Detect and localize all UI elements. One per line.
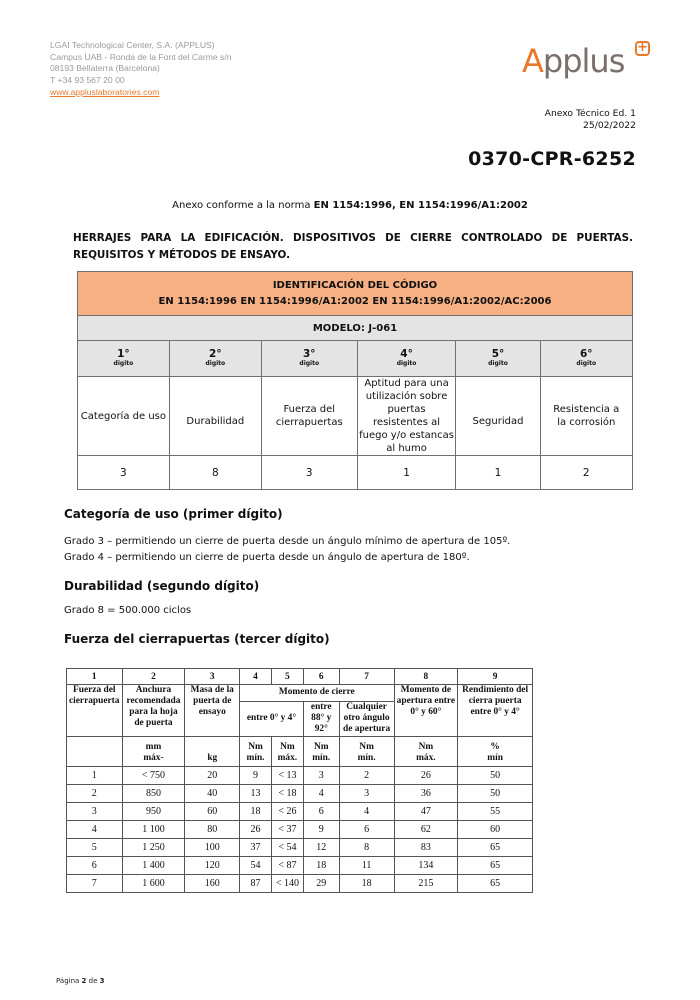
value-cell: 3 <box>78 456 170 490</box>
unit-cell: Nm mín. <box>303 737 339 767</box>
code-table-header <box>78 272 633 316</box>
digit-header: 2° digito <box>169 341 261 377</box>
section-heading-category: Categoría de uso (primer dígito) <box>64 507 283 521</box>
table-row: 4 1 100 80 26 < 37 9 6 62 60 <box>67 821 533 839</box>
category-cell: Aptitud para una utilización sobre puertas resistentes al fuego y/o estancas al humo <box>359 378 454 454</box>
website-link[interactable]: www.appluslaboratories.com <box>50 86 160 97</box>
company-address <box>50 40 232 99</box>
unit-cell: Nm máx. <box>394 737 458 767</box>
annex-date: 25/02/2022 <box>583 119 636 131</box>
section-heading-durability: Durabilidad (segundo dígito) <box>64 579 260 593</box>
column-number: 3 <box>185 669 240 685</box>
header-0-4-deg: entre 0° y 4° <box>240 701 304 736</box>
norm-prefix: Anexo conforme a la norma <box>172 200 314 211</box>
header-88-92-deg: entre 88° y 92° <box>303 701 339 736</box>
total-pages: 3 <box>99 977 105 985</box>
page-separator: de <box>86 977 100 985</box>
norm-line <box>0 200 700 211</box>
model-label: MODELO: J-061 <box>78 316 633 341</box>
unit-cell: Nm máx. <box>271 737 303 767</box>
header-mass: Masa de la puerta de ensayo <box>185 685 240 737</box>
header-closing-moment: Momento de cierre <box>240 685 394 702</box>
table-row: 5 1 250 100 37 < 54 12 8 83 65 <box>67 839 533 857</box>
category-cell: Resistencia a la corrosión <box>540 377 632 456</box>
closer-force-table <box>66 668 533 893</box>
norm-references: EN 1154:1996, EN 1154:1996/A1:2002 <box>313 200 528 211</box>
column-number: 1 <box>67 669 123 685</box>
annex-edition: Anexo Técnico Ed. 1 <box>544 108 636 119</box>
plus-badge-icon: + <box>635 41 650 56</box>
header-efficiency: Rendimiento del cierra puerta entre 0° y 4° <box>458 685 533 737</box>
page-indicator <box>56 977 105 985</box>
column-number: 4 <box>240 669 272 685</box>
header-opening-moment: Momento de apertura entre 0° y 60° <box>394 685 458 737</box>
logo-text: pplus <box>542 42 625 80</box>
table-row: 2 850 40 13 < 18 4 3 36 50 <box>67 785 533 803</box>
address-line: Campus UAB - Ronda de la Font del Carme s/n <box>50 51 232 62</box>
annex-info <box>545 108 636 131</box>
column-number: 8 <box>394 669 458 685</box>
phone-line: T +34 93 567 20 00 <box>50 75 125 86</box>
category-description <box>64 534 510 566</box>
table-row: 6 1 400 120 54 < 87 18 11 134 65 <box>67 857 533 875</box>
digit-header: 5° digito <box>456 341 540 377</box>
unit-cell <box>67 737 123 767</box>
column-number: 2 <box>122 669 185 685</box>
code-table-norms: EN 1154:1996 EN 1154:1996/A1:2002 EN 1154:1996/A1:2002/AC:2006 <box>158 295 552 307</box>
address-line: 08193 Bellaterra (Barcelona) <box>50 63 160 74</box>
section-heading-force: Fuerza del cierrapuertas (tercer dígito) <box>64 632 330 646</box>
column-number: 7 <box>339 669 394 685</box>
category-line: Grado 3 – permitiendo un cierre de puerta desde un ángulo mínimo de apertura de 105º. <box>64 536 511 547</box>
header-force: Fuerza del cierrapuerta <box>67 685 123 737</box>
digit-header: 6° digito <box>540 341 632 377</box>
category-cell: Durabilidad <box>169 377 261 456</box>
column-number: 6 <box>303 669 339 685</box>
page-prefix: Página <box>56 977 82 985</box>
value-cell: 8 <box>169 456 261 490</box>
digit-header: 1° digito <box>78 341 170 377</box>
logo-letter: A <box>522 42 543 80</box>
digit-header: 4° digito <box>357 341 456 377</box>
table-row: 7 1 600 160 87 < 140 29 18 215 65 <box>67 875 533 893</box>
value-cell: 1 <box>357 456 456 490</box>
code-table-title: IDENTIFICACIÓN DEL CÓDIGO <box>272 279 438 291</box>
category-cell: Fuerza del cierrapuertas <box>261 377 357 456</box>
durability-line: Grado 8 = 500.000 ciclos <box>64 605 192 616</box>
address-line: LGAI Technological Center, S.A. (APPLUS) <box>50 40 215 50</box>
header-width: Anchura recomendada para la hoja de puerta <box>122 685 185 737</box>
table-row: 1 < 750 20 9 < 13 3 2 26 50 <box>67 767 533 785</box>
column-number: 9 <box>458 669 533 685</box>
unit-cell: % mín <box>458 737 533 767</box>
table-row: 3 950 60 18 < 26 6 4 47 55 <box>67 803 533 821</box>
unit-cell: Nm mín. <box>339 737 394 767</box>
unit-cell: mm máx- <box>122 737 185 767</box>
value-cell: 1 <box>456 456 540 490</box>
category-cell: Categoría de uso <box>78 377 170 456</box>
value-cell: 3 <box>261 456 357 490</box>
code-identification-table <box>77 271 633 490</box>
category-cell: Seguridad <box>456 377 540 456</box>
category-line: Grado 4 – permitiendo un cierre de puerta desde un ángulo de apertura de 180º. <box>64 552 470 563</box>
applus-logo <box>522 38 657 88</box>
document-title: HERRAJES PARA LA EDIFICACIÓN. DISPOSITIVOS DE CIERRE CONTROLADO DE PUERTAS. REQUISITOS Y MÉTODOS DE ENSAYO. <box>73 232 633 261</box>
unit-cell: kg <box>185 737 240 767</box>
digit-header: 3° digito <box>261 341 357 377</box>
value-cell: 2 <box>540 456 632 490</box>
column-number: 5 <box>271 669 303 685</box>
unit-cell: Nm mín. <box>240 737 272 767</box>
certificate-number: 0370-CPR-6252 <box>468 148 636 170</box>
header-other-angle: Cualquier otro ángulo de apertura <box>339 701 394 736</box>
current-page: 2 <box>81 977 87 985</box>
